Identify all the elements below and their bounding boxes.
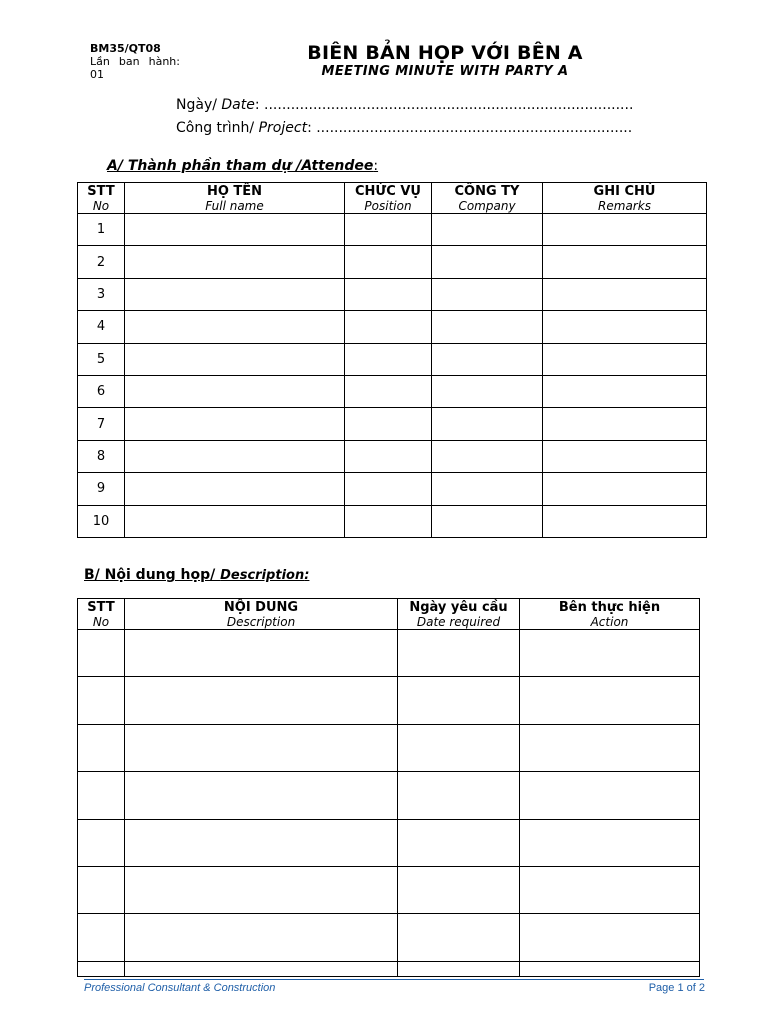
attendee-row xyxy=(78,505,707,537)
action-cell[interactable] xyxy=(520,961,700,976)
company-cell[interactable] xyxy=(432,440,543,472)
remarks-cell[interactable] xyxy=(543,375,707,407)
section-b-heading xyxy=(84,567,309,583)
full-name-cell[interactable] xyxy=(125,440,345,472)
attendee-table xyxy=(77,182,707,538)
description-row xyxy=(78,677,700,724)
attendee-row xyxy=(78,214,707,246)
remarks-cell[interactable] xyxy=(543,214,707,246)
full-name-cell[interactable] xyxy=(125,311,345,343)
document-title-block xyxy=(270,42,620,80)
date-required-cell[interactable] xyxy=(398,819,520,866)
row-number: 9 xyxy=(78,473,125,505)
company-cell[interactable] xyxy=(432,505,543,537)
full-name-cell[interactable] xyxy=(125,278,345,310)
description-cell[interactable] xyxy=(125,961,398,976)
col-header-date-required xyxy=(398,599,520,630)
remarks-cell[interactable] xyxy=(543,440,707,472)
col-header-no xyxy=(78,599,125,630)
date-required-cell[interactable] xyxy=(398,724,520,771)
no-cell[interactable] xyxy=(78,866,125,913)
attendee-row xyxy=(78,408,707,440)
section-b-colon: : xyxy=(304,568,310,583)
remarks-cell[interactable] xyxy=(543,473,707,505)
description-row xyxy=(78,630,700,677)
section-a-colon: : xyxy=(373,158,379,174)
company-cell[interactable] xyxy=(432,214,543,246)
description-cell[interactable] xyxy=(125,772,398,819)
description-cell[interactable] xyxy=(125,630,398,677)
description-cell[interactable] xyxy=(125,866,398,913)
issue-label xyxy=(90,55,180,68)
footer-company: Professional Consultant & Construction xyxy=(84,982,276,994)
remarks-cell[interactable] xyxy=(543,278,707,310)
date-required-cell[interactable] xyxy=(398,866,520,913)
description-row xyxy=(78,866,700,913)
row-number: 1 xyxy=(78,214,125,246)
description-row xyxy=(78,914,700,961)
position-cell[interactable] xyxy=(345,505,432,537)
remarks-cell[interactable] xyxy=(543,246,707,278)
col-header-company-sub: Company xyxy=(458,198,516,213)
col-header-no-main: STT xyxy=(87,599,115,615)
date-label-en: Date xyxy=(221,97,255,113)
remarks-cell[interactable] xyxy=(543,408,707,440)
date-fill-line: : ................................................................................... xyxy=(254,97,634,113)
col-header-description-main: NỘI DUNG xyxy=(223,599,299,615)
project-label-en: Project xyxy=(258,120,308,136)
project-fill-line: : ....................................................................... xyxy=(307,120,633,136)
issue-label-word-2: ban xyxy=(118,55,140,68)
attendee-row xyxy=(78,246,707,278)
no-cell[interactable] xyxy=(78,772,125,819)
company-cell[interactable] xyxy=(432,311,543,343)
issue-label-word-1: Lần xyxy=(90,55,110,68)
no-cell[interactable] xyxy=(78,630,125,677)
project-field[interactable] xyxy=(176,119,632,137)
footer-page-number: Page 1 of 2 xyxy=(648,982,705,994)
document-subtitle: MEETING MINUTE WITH PARTY A xyxy=(321,64,569,79)
row-number: 6 xyxy=(78,375,125,407)
description-row xyxy=(78,819,700,866)
position-cell[interactable] xyxy=(345,214,432,246)
full-name-cell[interactable] xyxy=(125,246,345,278)
position-cell[interactable] xyxy=(345,408,432,440)
col-header-no xyxy=(78,183,125,214)
col-header-description xyxy=(125,599,398,630)
position-cell[interactable] xyxy=(345,375,432,407)
issue-number: 01 xyxy=(90,68,104,81)
row-number: 2 xyxy=(78,246,125,278)
action-cell[interactable] xyxy=(520,772,700,819)
position-cell[interactable] xyxy=(345,343,432,375)
position-cell[interactable] xyxy=(345,246,432,278)
col-header-company-main: CÔNG TY xyxy=(454,183,520,199)
company-cell[interactable] xyxy=(432,278,543,310)
description-cell[interactable] xyxy=(125,914,398,961)
row-number: 8 xyxy=(78,440,125,472)
company-cell[interactable] xyxy=(432,408,543,440)
position-cell[interactable] xyxy=(345,473,432,505)
company-cell[interactable] xyxy=(432,473,543,505)
remarks-cell[interactable] xyxy=(543,505,707,537)
company-cell[interactable] xyxy=(432,246,543,278)
action-cell[interactable] xyxy=(520,630,700,677)
section-a-heading-text: A/ Thành phần tham dự /Attendee xyxy=(107,158,374,174)
attendee-row xyxy=(78,375,707,407)
row-number: 5 xyxy=(78,343,125,375)
action-cell[interactable] xyxy=(520,866,700,913)
date-required-cell[interactable] xyxy=(398,630,520,677)
description-row xyxy=(78,724,700,771)
col-header-remarks xyxy=(543,183,707,214)
no-cell[interactable] xyxy=(78,914,125,961)
form-code-block xyxy=(90,42,190,81)
section-a-heading xyxy=(107,158,378,174)
attendee-row xyxy=(78,278,707,310)
description-table-header xyxy=(78,599,700,630)
date-field[interactable] xyxy=(176,96,633,114)
company-cell[interactable] xyxy=(432,375,543,407)
description-row xyxy=(78,772,700,819)
no-cell[interactable] xyxy=(78,961,125,976)
description-row xyxy=(78,961,700,976)
no-cell[interactable] xyxy=(78,819,125,866)
col-header-position-main: CHỨC VỤ xyxy=(355,183,421,199)
col-header-action-sub: Action xyxy=(590,614,629,629)
section-b-heading-en: Description xyxy=(220,568,305,583)
col-header-date-required-main: Ngày yêu cầu xyxy=(409,599,508,615)
full-name-cell[interactable] xyxy=(125,214,345,246)
form-code: BM35/QT08 xyxy=(90,42,161,55)
col-header-company xyxy=(432,183,543,214)
row-number: 4 xyxy=(78,311,125,343)
action-cell[interactable] xyxy=(520,724,700,771)
col-header-full-name-sub: Full name xyxy=(205,198,264,213)
col-header-position xyxy=(345,183,432,214)
remarks-cell[interactable] xyxy=(543,343,707,375)
col-header-full-name xyxy=(125,183,345,214)
full-name-cell[interactable] xyxy=(125,505,345,537)
date-required-cell[interactable] xyxy=(398,961,520,976)
footer-divider xyxy=(84,979,704,980)
col-header-description-sub: Description xyxy=(226,614,296,629)
col-header-action xyxy=(520,599,700,630)
date-required-cell[interactable] xyxy=(398,772,520,819)
attendee-row xyxy=(78,343,707,375)
company-cell[interactable] xyxy=(432,343,543,375)
description-cell[interactable] xyxy=(125,819,398,866)
row-number: 7 xyxy=(78,408,125,440)
remarks-cell[interactable] xyxy=(543,311,707,343)
section-b-heading-vi: B/ Nội dung họp/ xyxy=(84,567,221,583)
col-header-remarks-main: GHI CHÚ xyxy=(593,183,656,199)
full-name-cell[interactable] xyxy=(125,473,345,505)
action-cell[interactable] xyxy=(520,819,700,866)
col-header-position-sub: Position xyxy=(364,198,412,213)
date-label-vi: Ngày/ xyxy=(176,97,222,113)
project-label-vi: Công trình/ xyxy=(176,120,259,136)
row-number: 3 xyxy=(78,278,125,310)
action-cell[interactable] xyxy=(520,914,700,961)
issue-label-word-3: hành: xyxy=(148,55,180,68)
full-name-cell[interactable] xyxy=(125,343,345,375)
action-cell[interactable] xyxy=(520,677,700,724)
date-required-cell[interactable] xyxy=(398,677,520,724)
position-cell[interactable] xyxy=(345,440,432,472)
document-title: BIÊN BẢN HỌP VỚI BÊN A xyxy=(307,42,583,64)
description-cell[interactable] xyxy=(125,724,398,771)
col-header-no-sub: No xyxy=(92,614,110,629)
attendee-row xyxy=(78,311,707,343)
position-cell[interactable] xyxy=(345,311,432,343)
attendee-table-header xyxy=(78,183,707,214)
no-cell[interactable] xyxy=(78,677,125,724)
position-cell[interactable] xyxy=(345,278,432,310)
col-header-remarks-sub: Remarks xyxy=(598,198,651,213)
col-header-no-sub: No xyxy=(92,198,110,213)
no-cell[interactable] xyxy=(78,724,125,771)
col-header-no-main: STT xyxy=(87,183,115,199)
full-name-cell[interactable] xyxy=(125,375,345,407)
col-header-full-name-main: HỌ TÊN xyxy=(206,183,263,199)
attendee-row xyxy=(78,473,707,505)
row-number: 10 xyxy=(78,505,125,537)
col-header-date-required-sub: Date required xyxy=(416,614,501,629)
date-required-cell[interactable] xyxy=(398,914,520,961)
attendee-row xyxy=(78,440,707,472)
description-table xyxy=(77,598,700,977)
col-header-action-main: Bên thực hiện xyxy=(558,599,661,615)
full-name-cell[interactable] xyxy=(125,408,345,440)
description-cell[interactable] xyxy=(125,677,398,724)
